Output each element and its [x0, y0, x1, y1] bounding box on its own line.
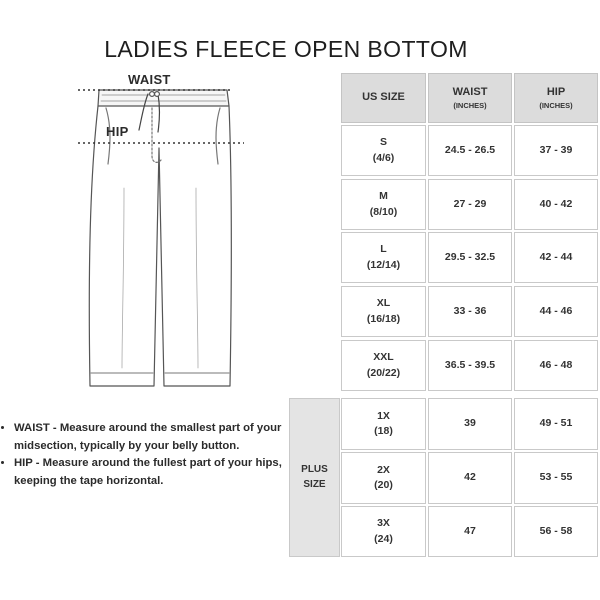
- waist-cell: 36.5 - 39.5: [428, 340, 512, 391]
- size-cell: XXL (20/22): [341, 340, 426, 391]
- hip-cell: 56 - 58: [514, 506, 598, 557]
- hip-cell: 49 - 51: [514, 398, 598, 450]
- note-waist: • WAIST - Measure around the smallest part of your midsection, typically by your belly button.: [14, 420, 286, 455]
- hip-cell: 42 - 44: [514, 232, 598, 283]
- hip-label: HIP: [106, 124, 129, 139]
- size-cell: L (12/14): [341, 232, 426, 283]
- size-cell: 1X (18): [341, 398, 426, 450]
- header-waist: WAIST (INCHES): [428, 73, 512, 123]
- size-cell: 3X (24): [341, 506, 426, 557]
- size-cell: M (8/10): [341, 179, 426, 230]
- waist-cell: 29.5 - 32.5: [428, 232, 512, 283]
- header-us-size: US SIZE: [341, 73, 426, 123]
- hip-cell: 40 - 42: [514, 179, 598, 230]
- page-title: LADIES FLEECE OPEN BOTTOM: [104, 36, 468, 62]
- hip-cell: 53 - 55: [514, 452, 598, 504]
- waist-cell: 33 - 36: [428, 286, 512, 337]
- size-cell: XL (16/18): [341, 286, 426, 337]
- waist-cell: 39: [428, 398, 512, 450]
- waist-cell: 27 - 29: [428, 179, 512, 230]
- waist-cell: 24.5 - 26.5: [428, 125, 512, 176]
- plus-size-label: PLUS SIZE: [289, 398, 340, 557]
- waist-cell: 47: [428, 506, 512, 557]
- hip-cell: 37 - 39: [514, 125, 598, 176]
- size-cell: 2X (20): [341, 452, 426, 504]
- size-cell: S (4/6): [341, 125, 426, 176]
- header-hip: HIP (INCHES): [514, 73, 598, 123]
- pants-diagram: [78, 68, 244, 404]
- measurement-notes: [2, 420, 286, 490]
- waist-label: WAIST: [128, 72, 171, 87]
- hip-cell: 44 - 46: [514, 286, 598, 337]
- hip-cell: 46 - 48: [514, 340, 598, 391]
- note-hip: • HIP - Measure around the fullest part of your hips, keeping the tape horizontal.: [14, 455, 286, 490]
- waist-cell: 42: [428, 452, 512, 504]
